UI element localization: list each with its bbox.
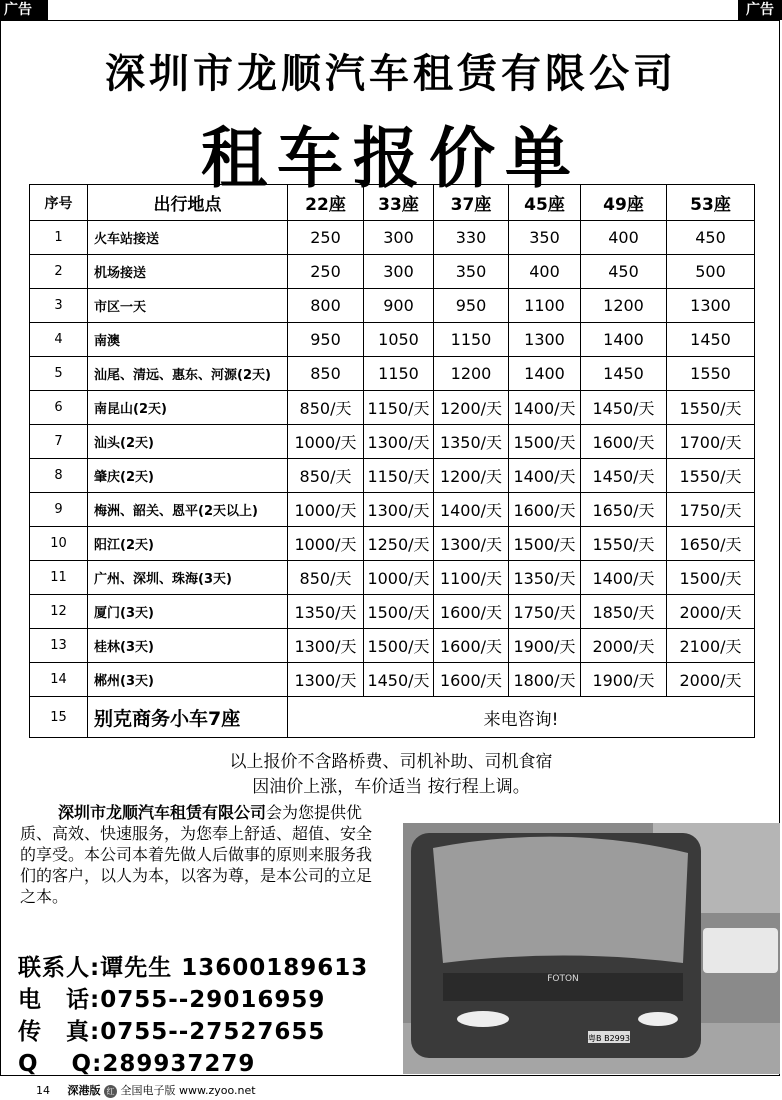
row-destination: 南昆山(2天)	[88, 391, 288, 425]
price-cell: 1400/天	[434, 493, 509, 527]
row-destination: 别克商务小车7座	[88, 697, 288, 738]
row-number: 8	[30, 459, 88, 493]
price-cell: 1200	[434, 357, 509, 391]
price-cell: 1500/天	[667, 561, 755, 595]
price-cell: 1400/天	[509, 391, 581, 425]
price-cell: 1300/天	[288, 663, 364, 697]
header-cell: 33座	[364, 185, 434, 221]
price-cell: 450	[667, 221, 755, 255]
table-row	[30, 391, 755, 425]
row-number: 15	[30, 697, 88, 738]
price-cell: 350	[509, 221, 581, 255]
price-cell: 1350/天	[509, 561, 581, 595]
edition-badge: 红	[104, 1085, 117, 1098]
row-destination: 肇庆(2天)	[88, 459, 288, 493]
price-cell: 1000/天	[364, 561, 434, 595]
row-destination: 市区一天	[88, 289, 288, 323]
price-cell: 900	[364, 289, 434, 323]
row-number: 2	[30, 255, 88, 289]
header-cell: 22座	[288, 185, 364, 221]
contact-label: 传 真:	[18, 1019, 101, 1045]
price-cell: 1600/天	[434, 629, 509, 663]
price-cell: 1500/天	[364, 629, 434, 663]
company-intro	[20, 802, 380, 907]
page-footer	[36, 1082, 256, 1098]
table-row	[30, 289, 755, 323]
price-cell: 1100	[509, 289, 581, 323]
price-cell: 1300/天	[434, 527, 509, 561]
row-number: 9	[30, 493, 88, 527]
price-cell: 350	[434, 255, 509, 289]
price-cell: 1450	[581, 357, 667, 391]
price-cell: 1100/天	[434, 561, 509, 595]
price-cell: 1800/天	[509, 663, 581, 697]
price-cell: 1350/天	[434, 425, 509, 459]
table-row	[30, 629, 755, 663]
price-cell: 1500/天	[509, 425, 581, 459]
price-cell: 1900/天	[581, 663, 667, 697]
price-cell: 1400/天	[581, 561, 667, 595]
price-cell: 1450/天	[581, 459, 667, 493]
price-cell: 1600/天	[509, 493, 581, 527]
table-row	[30, 459, 755, 493]
price-cell: 1300	[509, 323, 581, 357]
price-cell: 1200/天	[434, 459, 509, 493]
price-cell: 1350/天	[288, 595, 364, 629]
price-cell: 850/天	[288, 391, 364, 425]
header-cell: 49座	[581, 185, 667, 221]
bus-illustration	[403, 823, 780, 1074]
price-cell: 1500/天	[509, 527, 581, 561]
price-cell: 1550/天	[667, 391, 755, 425]
price-cell: 1550/天	[667, 459, 755, 493]
price-cell: 1000/天	[288, 493, 364, 527]
price-cell: 1900/天	[509, 629, 581, 663]
header-cell: 出行地点	[88, 185, 288, 221]
contact-value: 谭先生 13600189613	[100, 955, 369, 981]
price-cell: 1400/天	[509, 459, 581, 493]
price-cell: 1300/天	[288, 629, 364, 663]
table-row	[30, 255, 755, 289]
price-cell: 1600/天	[434, 663, 509, 697]
table-row	[30, 357, 755, 391]
contact-value: 289937279	[102, 1051, 256, 1077]
contact-label: 电 话:	[18, 987, 101, 1013]
contact-fax	[18, 1013, 325, 1046]
price-cell: 1150	[434, 323, 509, 357]
price-cell: 2000/天	[667, 663, 755, 697]
row-number: 11	[30, 561, 88, 595]
price-cell: 1550/天	[581, 527, 667, 561]
row-destination: 厦门(3天)	[88, 595, 288, 629]
price-cell: 1000/天	[288, 527, 364, 561]
row-destination: 梅洲、韶关、恩平(2天以上)	[88, 493, 288, 527]
row-destination: 南澳	[88, 323, 288, 357]
price-cell: 1750/天	[667, 493, 755, 527]
price-cell: 1300/天	[364, 493, 434, 527]
price-cell: 300	[364, 255, 434, 289]
table-row	[30, 527, 755, 561]
contact-qq	[18, 1045, 255, 1078]
price-cell: 1450/天	[581, 391, 667, 425]
price-cell: 800	[288, 289, 364, 323]
header-cell: 37座	[434, 185, 509, 221]
edition-label: 深港版	[67, 1084, 101, 1097]
price-cell: 1600/天	[434, 595, 509, 629]
table-row	[30, 221, 755, 255]
row-number: 14	[30, 663, 88, 697]
consult-cell: 来电咨询!	[288, 697, 755, 738]
price-cell: 1550	[667, 357, 755, 391]
contact-phone	[18, 981, 325, 1014]
price-cell: 1700/天	[667, 425, 755, 459]
price-cell: 1050	[364, 323, 434, 357]
row-number: 6	[30, 391, 88, 425]
price-cell: 2000/天	[581, 629, 667, 663]
price-cell: 250	[288, 221, 364, 255]
price-cell: 450	[581, 255, 667, 289]
price-cell: 1150/天	[364, 391, 434, 425]
contact-label: 联系人:	[18, 955, 101, 981]
headlight-left	[457, 1011, 509, 1027]
website-label: 全国电子版 www.zyoo.net	[120, 1084, 256, 1097]
price-cell: 1650/天	[581, 493, 667, 527]
row-destination: 郴州(3天)	[88, 663, 288, 697]
company-title: 深圳市龙顺汽车租赁有限公司	[105, 51, 677, 97]
price-cell: 1000/天	[288, 425, 364, 459]
header-cell: 53座	[667, 185, 755, 221]
price-cell: 850	[288, 357, 364, 391]
price-cell: 1200/天	[434, 391, 509, 425]
bus-photo	[403, 823, 780, 1074]
price-cell: 1150/天	[364, 459, 434, 493]
ad-tag-left: 广告	[0, 0, 48, 20]
van-shape	[703, 928, 778, 973]
row-number: 13	[30, 629, 88, 663]
row-destination: 机场接送	[88, 255, 288, 289]
page-number: 14	[36, 1084, 50, 1097]
row-number: 12	[30, 595, 88, 629]
row-destination: 桂林(3天)	[88, 629, 288, 663]
table-header-row	[30, 185, 755, 221]
price-cell: 250	[288, 255, 364, 289]
price-cell: 1150	[364, 357, 434, 391]
ad-tag-right: 广告	[738, 0, 782, 20]
price-cell: 950	[434, 289, 509, 323]
contact-label: Q Q:	[18, 1051, 103, 1077]
table-row	[30, 425, 755, 459]
price-cell: 1450/天	[364, 663, 434, 697]
table-row	[30, 323, 755, 357]
price-cell: 1400	[581, 323, 667, 357]
bus-windshield	[433, 837, 688, 963]
price-cell: 330	[434, 221, 509, 255]
price-cell: 950	[288, 323, 364, 357]
row-destination: 汕尾、清远、惠东、河源(2天)	[88, 357, 288, 391]
plate-text: 粤B B2993	[588, 1034, 630, 1043]
header-cell: 序号	[30, 185, 88, 221]
price-table	[29, 184, 755, 738]
row-destination: 广州、深圳、珠海(3天)	[88, 561, 288, 595]
table-row	[30, 493, 755, 527]
price-cell: 1400	[509, 357, 581, 391]
price-cell: 1450	[667, 323, 755, 357]
price-cell: 400	[509, 255, 581, 289]
contact-value: 0755--27527655	[100, 1019, 326, 1045]
price-cell: 850/天	[288, 459, 364, 493]
document-title: 租车报价单	[201, 120, 581, 197]
table-row	[30, 561, 755, 595]
price-cell: 1300	[667, 289, 755, 323]
contact-person	[18, 949, 368, 982]
row-number: 5	[30, 357, 88, 391]
row-destination: 火车站接送	[88, 221, 288, 255]
row-number: 3	[30, 289, 88, 323]
intro-text: 会为您提供优质、高效、快速服务，为您奉上舒适、超值、安全的享受。本公司本着先做人后做事的原则来服务我们的客户，以人为本，以客为尊，是本公司的立足之本。	[20, 803, 373, 906]
row-destination: 阳江(2天)	[88, 527, 288, 561]
row-number: 1	[30, 221, 88, 255]
price-cell: 1650/天	[667, 527, 755, 561]
row-number: 7	[30, 425, 88, 459]
price-cell: 1200	[581, 289, 667, 323]
row-destination: 汕头(2天)	[88, 425, 288, 459]
header-cell: 45座	[509, 185, 581, 221]
price-note: 因油价上涨，车价适当 按行程上调。	[252, 777, 530, 797]
price-note: 以上报价不含路桥费、司机补助、司机食宿	[229, 752, 553, 772]
table-body	[30, 221, 755, 697]
price-cell: 400	[581, 221, 667, 255]
price-cell: 1500/天	[364, 595, 434, 629]
price-cell: 1250/天	[364, 527, 434, 561]
row-number: 4	[30, 323, 88, 357]
price-cell: 300	[364, 221, 434, 255]
price-cell: 1300/天	[364, 425, 434, 459]
price-cell: 1750/天	[509, 595, 581, 629]
table-row	[30, 663, 755, 697]
headlight-right	[638, 1012, 678, 1026]
contact-value: 0755--29016959	[100, 987, 326, 1013]
table-row	[30, 595, 755, 629]
row-number: 10	[30, 527, 88, 561]
price-cell: 2100/天	[667, 629, 755, 663]
table-row	[30, 697, 755, 738]
price-cell: 2000/天	[667, 595, 755, 629]
intro-company: 深圳市龙顺汽车租赁有限公司	[58, 803, 267, 822]
price-cell: 1600/天	[581, 425, 667, 459]
bus-brand: FOTON	[547, 974, 579, 984]
price-cell: 500	[667, 255, 755, 289]
price-cell: 1850/天	[581, 595, 667, 629]
price-cell: 850/天	[288, 561, 364, 595]
